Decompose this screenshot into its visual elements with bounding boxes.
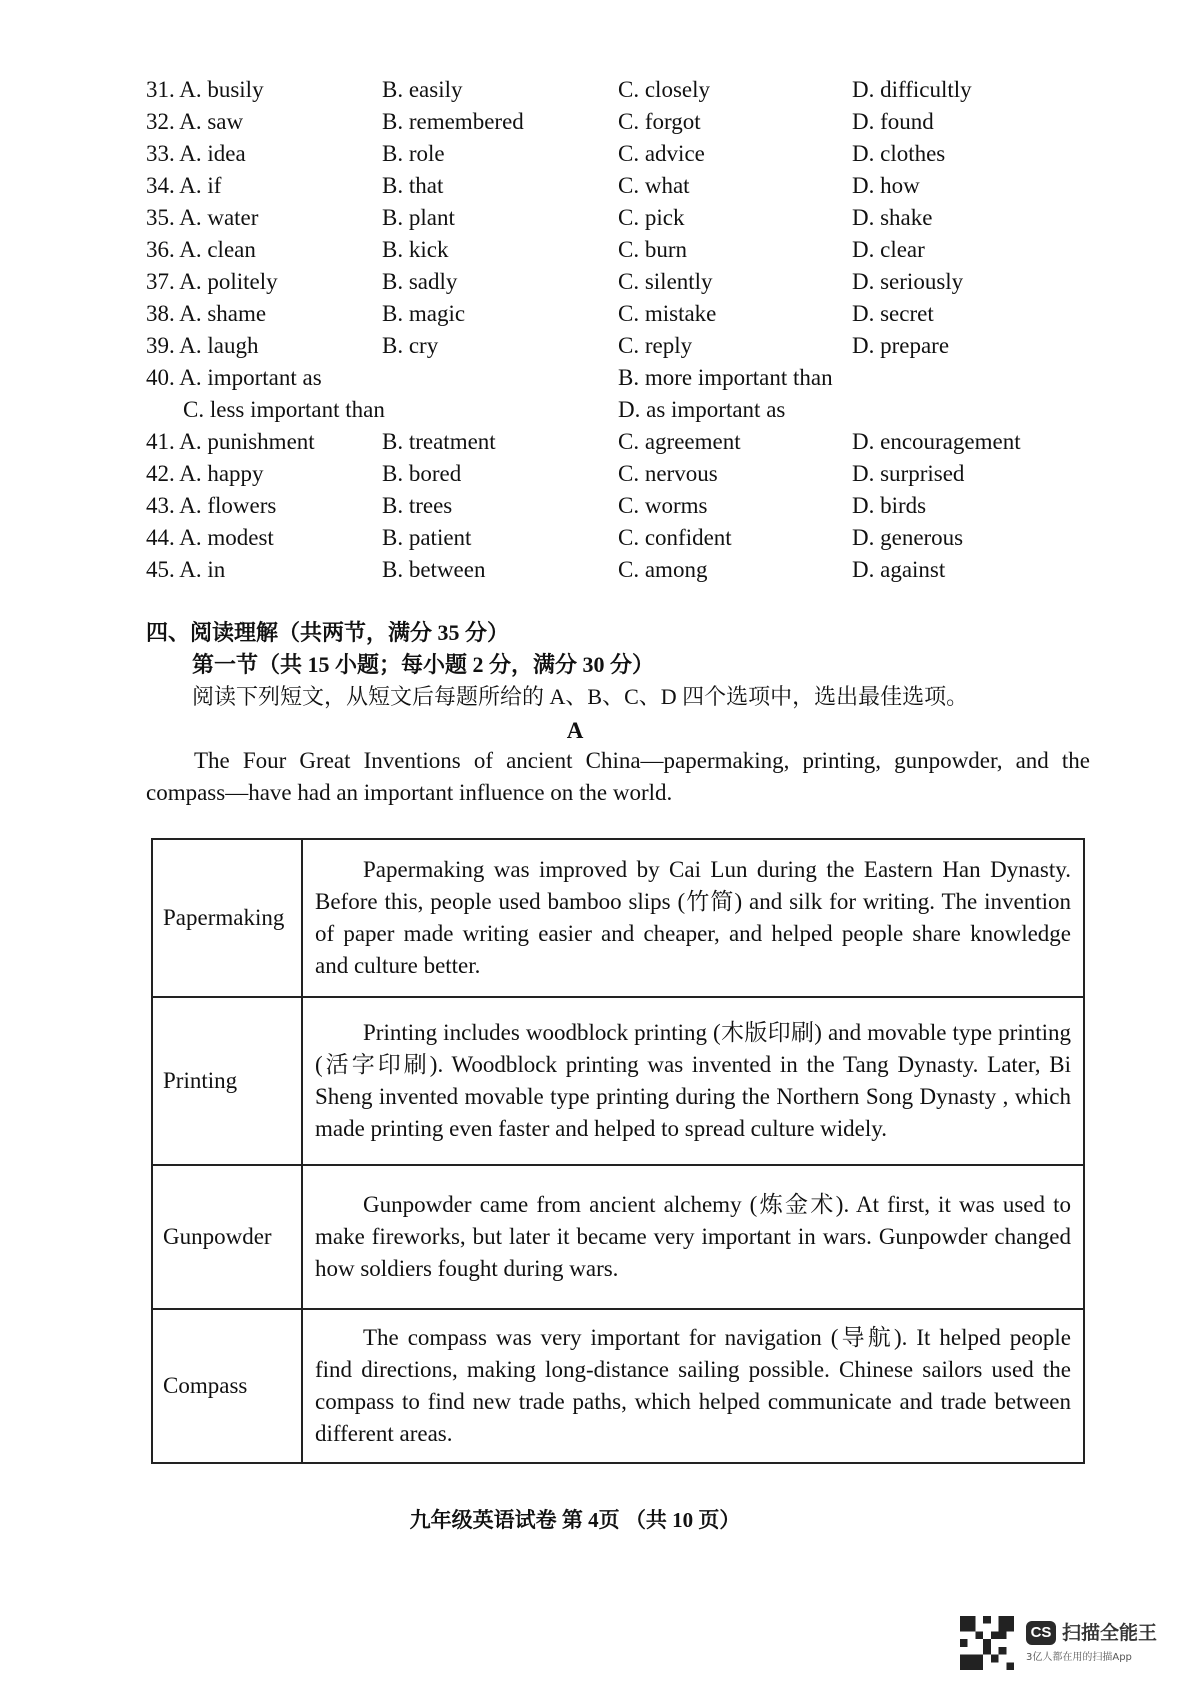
option-a: 39. A. laugh [146, 333, 259, 358]
option-a: 36. A. clean [146, 237, 256, 262]
option-d: D. prepare [852, 333, 950, 358]
option-a: 41. A. punishment [146, 429, 315, 454]
option-b: B. plant [382, 205, 455, 230]
option-b: B. treatment [382, 429, 496, 454]
invention-name: Compass [152, 1309, 302, 1463]
scanner-tagline: 3亿人都在用的扫描App [1026, 1652, 1132, 1663]
option-c: C. what [618, 173, 690, 198]
invention-description: Papermaking was improved by Cai Lun during the Eastern Han Dynasty. Before this, people used bamboo slips (竹简) and silk for writing. The invention of paper made writing easier and cheaper, and helped people share knowledge and culture better. [302, 839, 1084, 997]
option-b: B. magic [382, 301, 466, 326]
table-row [152, 1165, 1084, 1309]
option-c: C. agreement [618, 429, 741, 454]
section-part: 第一节（共 15 小题；每小题 2 分，满分 30 分） [192, 652, 655, 677]
option-a: 32. A. saw [146, 109, 244, 134]
question-row [146, 266, 1046, 298]
invention-name: Printing [152, 997, 302, 1165]
option-d: D. found [852, 109, 934, 134]
question-row [146, 330, 1046, 362]
option-a: 42. A. happy [146, 461, 264, 486]
option-c: C. confident [618, 525, 732, 550]
option-d: D. as important as [618, 397, 786, 422]
question-row [146, 234, 1046, 266]
option-b: B. cry [382, 333, 439, 358]
table-row [152, 1309, 1084, 1463]
option-c: C. pick [618, 205, 685, 230]
option-a: 40. A. important as [146, 365, 322, 390]
table-row [152, 839, 1084, 997]
option-c: C. reply [618, 333, 693, 358]
option-c: C. forgot [618, 109, 701, 134]
option-c: C. nervous [618, 461, 718, 486]
invention-description: Printing includes woodblock printing (木版印刷) and movable type printing (活字印刷). Woodblock printing was invented in the Tang Dynasty. Later, Bi Sheng invented movable type printing during the Northern Song Dynasty , which made printing even faster and helped to spread culture widely. [302, 997, 1084, 1165]
cs-logo-icon: CS [1026, 1621, 1056, 1645]
section-instruction: 阅读下列短文，从短文后每题所给的 A、B、C、D 四个选项中，选出最佳选项。 [192, 684, 969, 709]
question-row [146, 426, 1046, 458]
option-c: C. burn [618, 237, 687, 262]
question-row-40-cont [146, 394, 1046, 426]
option-c: C. silently [618, 269, 713, 294]
option-b: B. remembered [382, 109, 524, 134]
option-a: 35. A. water [146, 205, 259, 230]
option-b: B. more important than [618, 365, 833, 390]
invention-description: Gunpowder came from ancient alchemy (炼金术). At first, it was used to make fireworks, but later it became very important in wars. Gunpowder changed how soldiers fought during wars. [302, 1165, 1084, 1309]
cloze-options [146, 74, 1046, 586]
question-row-40 [146, 362, 1046, 394]
option-a: 38. A. shame [146, 301, 267, 326]
option-b: B. trees [382, 493, 453, 518]
option-b: B. that [382, 173, 444, 198]
option-a: 45. A. in [146, 557, 226, 582]
option-c: C. closely [618, 77, 710, 102]
option-c: C. mistake [618, 301, 717, 326]
question-row [146, 554, 1046, 586]
question-row [146, 106, 1046, 138]
option-d: D. clothes [852, 141, 946, 166]
option-d: D. how [852, 173, 920, 198]
option-c: C. advice [618, 141, 705, 166]
option-a: 43. A. flowers [146, 493, 277, 518]
option-a: 37. A. politely [146, 269, 278, 294]
table-row [152, 997, 1084, 1165]
option-b: B. between [382, 557, 486, 582]
option-d: D. surprised [852, 461, 965, 486]
option-a: 33. A. idea [146, 141, 246, 166]
passage-intro: The Four Great Inventions of ancient China—papermaking, printing, gunpowder, and the compass—have had an important influence on the world. [146, 748, 1090, 805]
question-row [146, 170, 1046, 202]
option-a: 34. A. if [146, 173, 222, 198]
option-c: C. less important than [183, 397, 385, 422]
option-b: B. kick [382, 237, 449, 262]
option-c: C. among [618, 557, 708, 582]
page-footer: 九年级英语试卷 第 4页 （共 10 页） [409, 1508, 741, 1532]
option-b: B. easily [382, 77, 463, 102]
passage-label: A [566, 718, 584, 743]
scanner-watermark [960, 1615, 1180, 1675]
option-c: C. worms [618, 493, 708, 518]
invention-description: The compass was very important for navigation (导航). It helped people find directions, making long-distance sailing possible. Chinese sailors used the compass to find new trade paths, which helped communicate and trade between different areas. [302, 1309, 1084, 1463]
question-row [146, 138, 1046, 170]
question-row [146, 74, 1046, 106]
option-d: D. clear [852, 237, 925, 262]
inventions-table [151, 838, 1085, 1464]
question-row [146, 298, 1046, 330]
question-row [146, 202, 1046, 234]
option-d: D. seriously [852, 269, 964, 294]
question-row [146, 490, 1046, 522]
option-b: B. sadly [382, 269, 458, 294]
option-b: B. bored [382, 461, 462, 486]
option-d: D. against [852, 557, 946, 582]
qr-code-icon [960, 1615, 1014, 1671]
option-d: D. birds [852, 493, 927, 518]
option-a: 31. A. busily [146, 77, 264, 102]
section-title: 四、阅读理解（共两节，满分 35 分） [146, 620, 510, 645]
invention-name: Papermaking [152, 839, 302, 997]
question-row [146, 458, 1046, 490]
option-d: D. encouragement [852, 429, 1021, 454]
option-b: B. role [382, 141, 445, 166]
option-d: D. generous [852, 525, 964, 550]
option-d: D. difficultly [852, 77, 972, 102]
scanner-app-name: 扫描全能王 [1062, 1622, 1158, 1644]
option-d: D. shake [852, 205, 933, 230]
invention-name: Gunpowder [152, 1165, 302, 1309]
question-row [146, 522, 1046, 554]
option-b: B. patient [382, 525, 472, 550]
option-a: 44. A. modest [146, 525, 274, 550]
option-d: D. secret [852, 301, 934, 326]
